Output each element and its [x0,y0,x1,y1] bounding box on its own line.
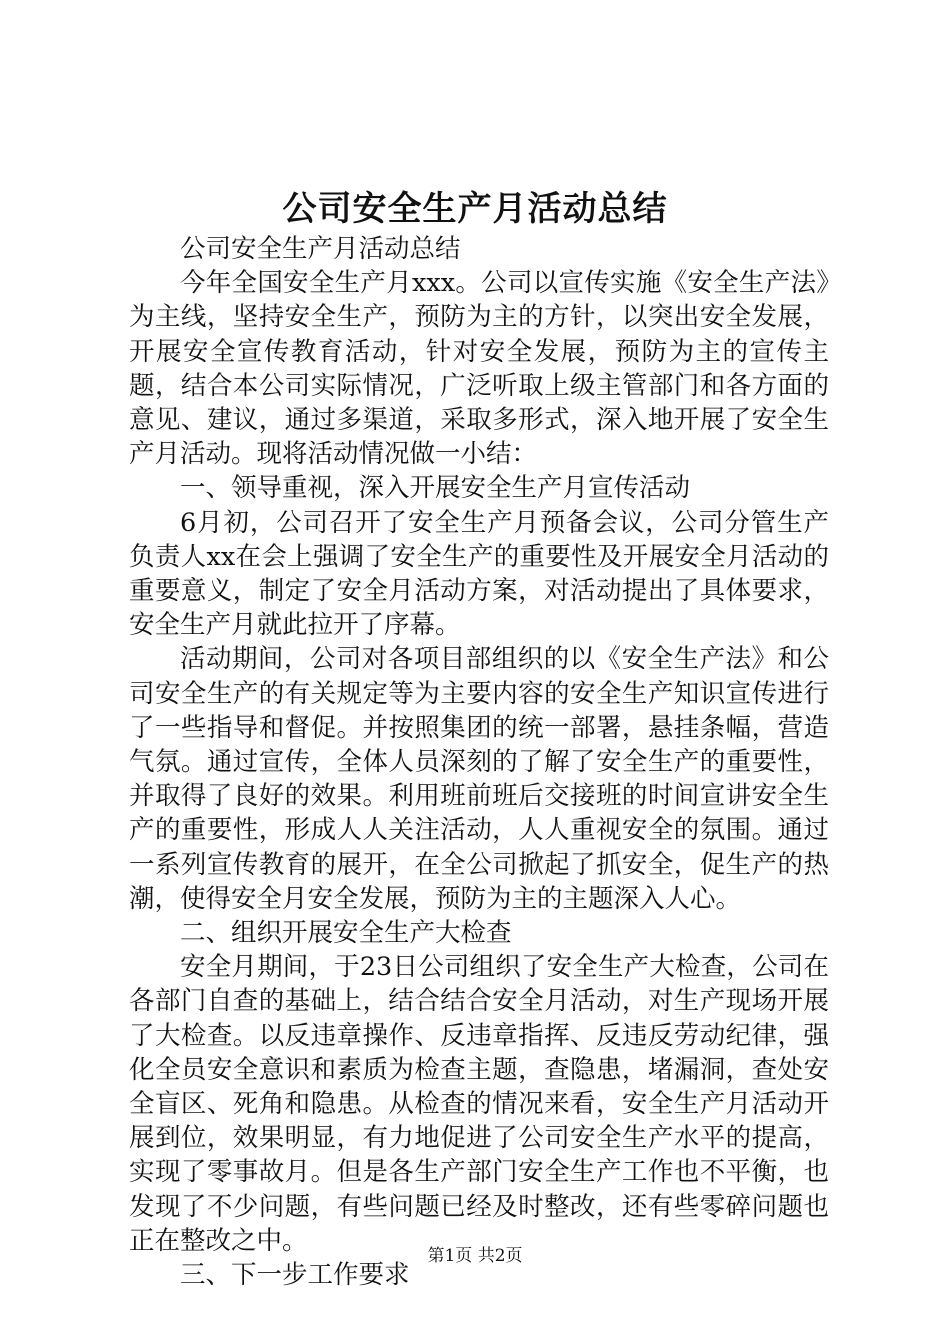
paragraph-intro: 今年全国安全生产月xxx。公司以宣传实施《安全生产法》为主线，坚持安全生产，预防为主的方针，以突出安全发展，开展安全宣传教育活动，针对安全发展，预防为主的宣传主题，结合本公司实际情况，广泛听取上级主管部门和各方面的意见、建议，通过多渠道，采取多形式，深入地开展了安全生产月活动。现将活动情况做一小结： [129,268,829,470]
section-heading-2: 二、组织开展安全生产大检查 [180,918,512,949]
document-body [129,232,829,1292]
paragraph-subtitle: 公司安全生产月活动总结 [180,234,461,264]
section-heading-1: 一、领导重视，深入开展安全生产月宣传活动 [180,473,691,504]
section-heading-3: 三、下一步工作要求 [180,1260,410,1291]
paragraph-section-1a: 6月初，公司召开了安全生产月预备会议，公司分管生产负责人xx在会上强调了安全生产的重要性及开展安全月活动的重要意义，制定了安全月活动方案，对活动提出了具体要求，安全生产月就此拉开了序幕。 [129,507,829,641]
page-footer: 第1页 共2页 [427,1246,523,1266]
paragraph-section-2: 安全月期间，于23日公司组织了安全生产大检查，公司在各部门自查的基础上，结合结合安全月活动，对生产现场开展了大检查。以反违章操作、反违章指挥、反违反劳动纪律，强化全员安全意识和素质为检查主题，查隐患，堵漏洞，查处安全盲区、死角和隐患。从检查的情况来看，安全生产月活动开展到位，效果明显，有力地促进了公司安全生产水平的提高，实现了零事故月。但是各生产部门安全生产工作也不平衡，也发现了不少问题，有些问题已经及时整改，还有些零碎问题也正在整改之中。 [129,952,829,1256]
document-title: 公司安全生产月活动总结 [282,189,668,229]
paragraph-section-1b: 活动期间，公司对各项目部组织的以《安全生产法》和公司安全生产的有关规定等为主要内容的安全生产知识宣传进行了一些指导和督促。并按照集团的统一部署，悬挂条幅，营造气氛。通过宣传，全体人员深刻的了解了安全生产的重要性，并取得了良好的效果。利用班前班后交接班的时间宣讲安全生产的重要性，形成人人关注活动，人人重视安全的氛围。通过一系列宣传教育的展开，在全公司掀起了抓安全，促生产的热潮，使得安全月安全发展，预防为主的主题深入人心。 [129,644,829,914]
